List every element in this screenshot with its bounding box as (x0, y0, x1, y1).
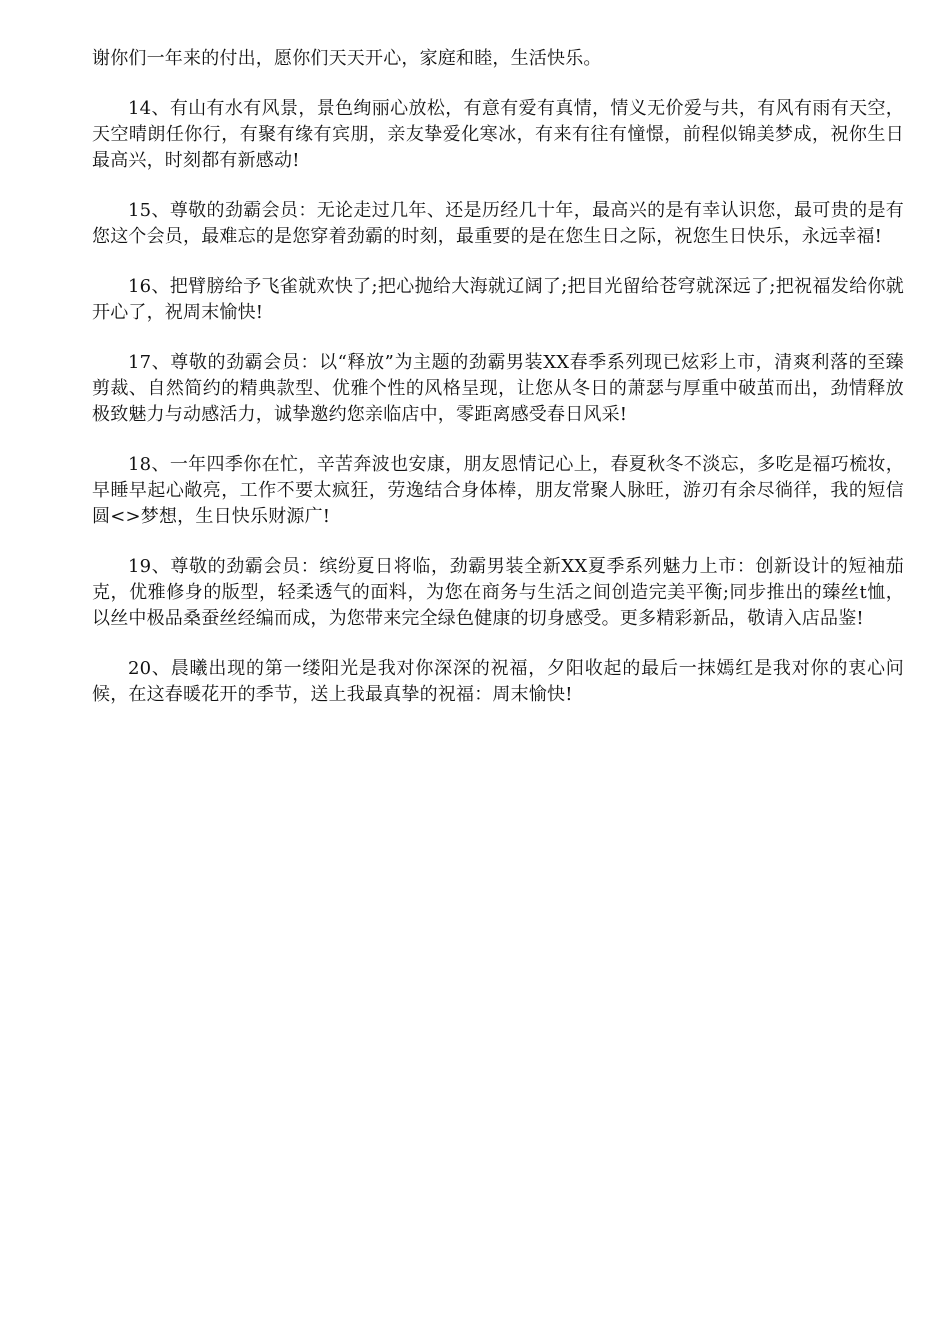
paragraph-17: 17、尊敬的劲霸会员：以“释放”为主题的劲霸男装XX春季系列现已炫彩上市，清爽利落的至臻剪裁、自然简约的精典款型、优雅个性的风格呈现，让您从冬日的萧瑟与厚重中破茧而出，劲情释放极致魅力与动感活力，诚挚邀约您亲临店中，零距离感受春日风采! (92, 352, 904, 425)
paragraph-16: 16、把臂膀给予飞雀就欢快了;把心抛给大海就辽阔了;把目光留给苍穹就深远了;把祝福发给你就开心了，祝周末愉快! (92, 276, 904, 323)
paragraph-15: 15、尊敬的劲霸会员：无论走过几年、还是历经几十年，最高兴的是有幸认识您，最可贵的是有您这个会员，最难忘的是您穿着劲霸的时刻，最重要的是在您生日之际，祝您生日快乐，永远幸福! (92, 200, 904, 247)
paragraph-14: 14、有山有水有风景，景色绚丽心放松，有意有爱有真情，情义无价爱与共，有风有雨有天空，天空晴朗任你行，有聚有缘有宾朋，亲友挚爱化寒冰，有来有往有憧憬，前程似锦美梦成，祝你生日最高兴，时刻都有新感动! (92, 98, 904, 171)
paragraph-19: 19、尊敬的劲霸会员：缤纷夏日将临，劲霸男装全新XX夏季系列魅力上市：创新设计的短袖茄克，优雅修身的版型，轻柔透气的面料，为您在商务与生活之间创造完美平衡;同步推出的臻丝t恤，以丝中极品桑蚕丝经编而成，为您带来完全绿色健康的切身感受。更多精彩新品，敬请入店品鉴! (92, 556, 904, 629)
document-page (92, 46, 904, 732)
paragraph-18: 18、一年四季你在忙，辛苦奔波也安康，朋友恩情记心上，春夏秋冬不淡忘，多吃是福巧梳妆，早睡早起心敞亮，工作不要太疯狂，劳逸结合身体棒，朋友常聚人脉旺，游刃有余尽徜徉，我的短信圆<>梦想，生日快乐财源广! (92, 454, 904, 527)
paragraph-continuation: 谢你们一年来的付出，愿你们天天开心，家庭和睦，生活快乐。 (92, 48, 602, 69)
paragraph-20: 20、晨曦出现的第一缕阳光是我对你深深的祝福，夕阳收起的最后一抹嫣红是我对你的衷心问候，在这春暖花开的季节，送上我最真挚的祝福：周末愉快! (92, 658, 904, 705)
